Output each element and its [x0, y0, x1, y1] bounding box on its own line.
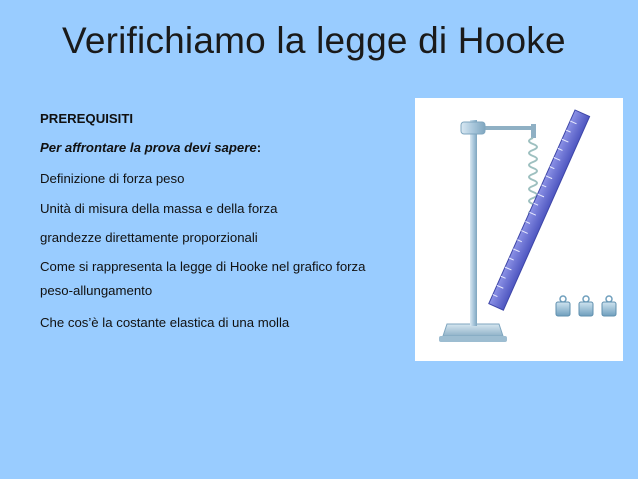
intro-text: Per affrontare la prova devi sapere — [40, 140, 257, 155]
list-item: grandezze direttamente proporzionali — [40, 230, 258, 245]
section-heading: PREREQUISITI — [40, 111, 134, 126]
apparatus-svg — [415, 98, 623, 361]
intro-colon: : — [256, 140, 262, 155]
list-item: peso-allungamento — [40, 283, 153, 298]
list-item: Unità di misura della massa e della forza — [40, 201, 278, 216]
hooke-apparatus-illustration — [415, 98, 623, 361]
intro-line — [40, 140, 261, 155]
list-item: Come si rappresenta la legge di Hooke nel grafico forza — [40, 259, 366, 274]
slide-title: Verifichiamo la legge di Hooke — [62, 20, 566, 61]
weights-icon — [556, 296, 616, 316]
list-item: Definizione di forza peso — [40, 171, 185, 186]
list-item: Che cos’è la costante elastica di una molla — [40, 315, 290, 330]
ruler-icon — [489, 110, 590, 310]
